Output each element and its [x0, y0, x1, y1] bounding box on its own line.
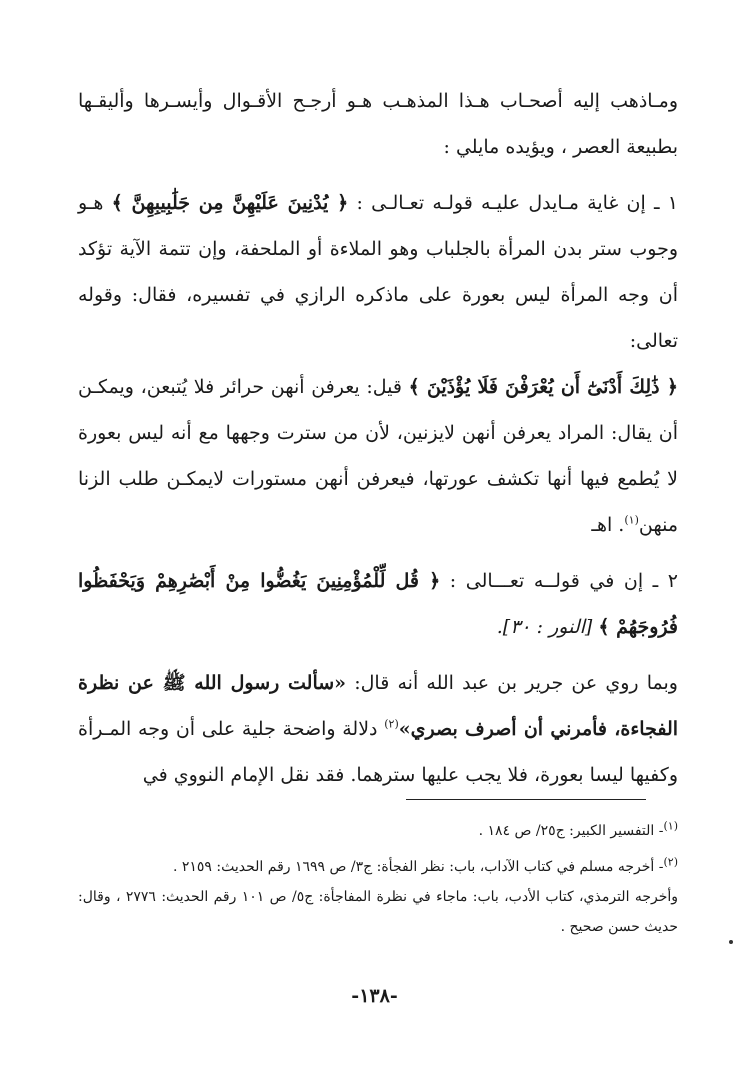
footnote-2-continued — [78, 882, 678, 942]
paragraph-2-text: هـو وجوب ستر بدن المرأة بالجلباب وهو الملاءة أو الملحفة، وإن تتمة الآية تؤكد أن وجه المرأة ليس بعورة على ماذكره الرازي في تفسيره، فقال: وقوله تعالى: — [78, 192, 678, 352]
quran-verse-2: ﴿ ذَٰلِكَ أَدْنَىٰٓ أَن يُعْرَفْنَ فَلَا يُؤْذَيْنَ ﴾ — [408, 376, 678, 398]
footnote-1-text: - التفسير الكبير: ج٢٥/ ص ١٨٤ . — [478, 823, 664, 839]
paragraph-3-text: قيل: يعرفن أنهن حرائر فلا يُتبعن، ويمكـن أن يقال: المراد يعرفن أنهن لايزنين، لأن من سترت وجهها مع أنه ليس بعورة لا يُطمع فيها أنها تكشف عورتها، فيعرفن أنهن مستورات لايمكـن طلب الزنا منهن — [78, 376, 678, 536]
footnote-ref-1[interactable]: (١) — [624, 513, 639, 527]
paragraph-2 — [78, 180, 678, 364]
footnote-2 — [78, 852, 678, 882]
paragraph-4 — [78, 558, 678, 650]
quran-verse-1: ﴿ يُدْنِينَ عَلَيْهِنَّ مِن جَلَٰبِيبِهِنَّ ﴾ — [111, 192, 349, 214]
paragraph-3 — [78, 364, 678, 548]
footnote-ref-2[interactable]: (٢) — [384, 717, 399, 731]
page-number: -١٣٨- — [351, 985, 398, 1007]
main-text — [78, 78, 678, 798]
margin-dot — [729, 940, 733, 944]
paragraph-3-end: . اهـ — [591, 514, 625, 536]
paragraph-4-lead: ٢ ـ إن في قولــه تعـــالى : — [440, 570, 678, 592]
paragraph-2-lead: ١ ـ إن غاية مـايدل عليـه قولـه تعـالـى : — [348, 192, 678, 214]
footnote-2-cont-text: وأخرجه الترمذي، كتاب الأدب، باب: ماجاء في نظرة المفاجأة: ج٥/ ص ١٠١ رقم الحديث: ٢٧٧٦ ، وقال: حديث حسن صحيح . — [78, 889, 679, 935]
footnotes — [78, 816, 678, 942]
paragraph-5-lead: وبما روي عن جرير بن عبد الله أنه قال: — [346, 672, 678, 694]
footnote-2-text: - أخرجه مسلم في كتاب الآداب، باب: نظر الفجأة: ج٣/ ص ١٦٩٩ رقم الحديث: ٢١٥٩ . — [172, 859, 664, 875]
paragraph-1: ومـاذهب إليه أصحـاب هـذا المذهـب هـو أرجـح الأقـوال وأيسـرها وأليقـها بطبيعة العصر ، ويؤيده مايلي : — [78, 90, 678, 158]
paragraph-5-text: دلالة واضحة جلية على أن وجه المـرأة وكفيها ليسا بعورة، فلا يجب عليها سترهما. فقد نقل الإمام النووي في — [78, 718, 678, 786]
paragraph-5 — [78, 660, 678, 798]
footnote-1-mark: (١) — [663, 819, 678, 833]
footnote-1 — [78, 816, 678, 846]
quran-verse-3: ﴿ قُل لِّلْمُؤْمِنِينَ يَغُضُّوا مِنْ أَبْصَٰرِهِمْ وَيَحْفَظُوا فُرُوجَهُمْ ﴾ — [78, 570, 678, 638]
hadith-quote: «سألت رسول الله ﷺ عن نظرة الفجاءة، فأمرني أن أصرف بصري» — [78, 672, 679, 740]
footnote-2-mark: (٢) — [663, 855, 678, 869]
surah-reference: [النور : ٣٠]. — [496, 616, 599, 638]
footnote-divider — [406, 799, 646, 800]
